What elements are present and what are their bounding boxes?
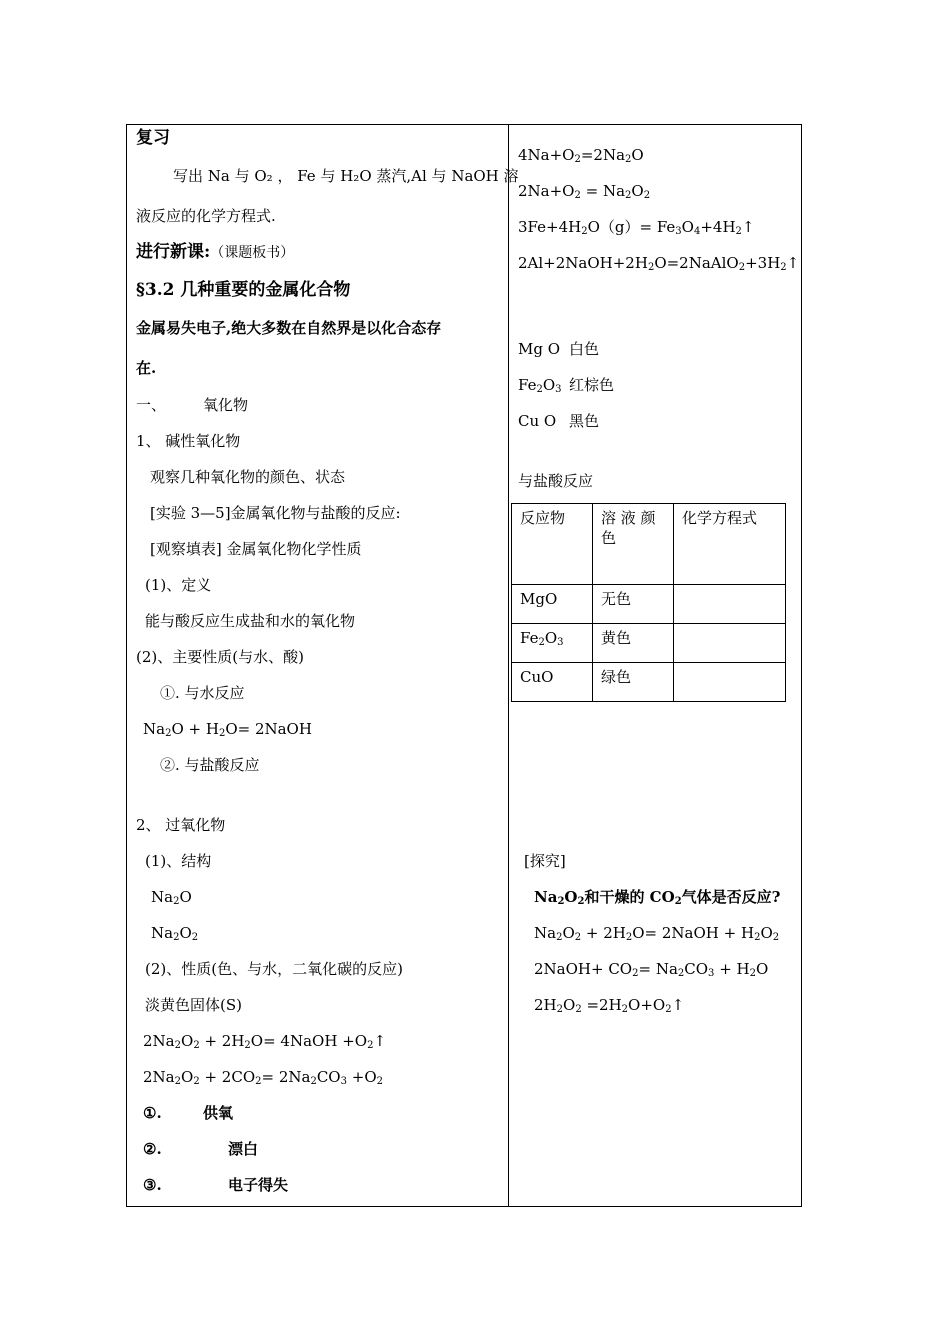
hcl-reaction-title: 与盐酸反应 — [518, 472, 594, 490]
equation-na-o2-na2o: $4Na+O_2=2Na_2O$ — [518, 146, 644, 165]
color-2-formula: $Fe_2O_3$ — [518, 376, 562, 395]
subsection-1: 1、 碱性氧化物 — [136, 432, 241, 450]
experiment-line: [实验 3—5]金属氧化物与盐酸的反应: — [150, 504, 401, 522]
new-lesson-line — [136, 242, 294, 263]
new-lesson-note: （课题板书） — [210, 245, 295, 261]
table-cell: 无色 — [593, 585, 674, 624]
equation-al-naoh: $2Al+2NaOH+2H_2O=2NaAlO_2+3H_2↑$ — [518, 254, 800, 273]
table-cell: CuO — [512, 663, 593, 702]
properties-2-label: (2)、性质(色、与水，二氧化碳的反应) — [145, 960, 403, 978]
color-1: 白色 — [569, 340, 600, 358]
table-row — [512, 624, 786, 663]
table-cell: 绿色 — [593, 663, 674, 702]
table-header-row — [512, 504, 786, 585]
hcl-reaction-table — [511, 503, 786, 702]
use-1: 供氧 — [203, 1104, 234, 1122]
color-3: 黑色 — [569, 412, 600, 430]
review-heading: 复习 — [136, 128, 170, 148]
table-header: 反应物 — [512, 504, 593, 585]
property-water: ①. 与水反应 — [160, 684, 245, 702]
subsection-2: 2、 过氧化物 — [136, 816, 226, 834]
table-row — [512, 585, 786, 624]
structure-na2o2: $Na_2O_2$ — [151, 924, 199, 943]
intro-line-1: 金属易失电子,绝大多数在自然界是以化合态存 — [136, 319, 442, 337]
properties-label: (2)、主要性质(与水、酸) — [136, 648, 304, 666]
table-cell — [674, 663, 786, 702]
table-cell — [674, 585, 786, 624]
table-header: 化学方程式 — [674, 504, 786, 585]
definition-label: (1)、定义 — [145, 576, 212, 594]
review-line-2: 液反应的化学方程式. — [136, 207, 276, 225]
equation-fe-water: $3Fe+4H_2O(g)=$ $Fe_3O_4+4H_2↑$ — [518, 218, 755, 237]
new-lesson-label: 进行新课: — [136, 242, 211, 262]
explore-equation-3: $2H_2O_2$ $=2H_2O+O_2↑$ — [534, 996, 685, 1015]
table-row — [512, 663, 786, 702]
explore-equation-2: 2NaOH+ $CO_2= Na_2CO_3 + H_2O$ — [534, 960, 769, 979]
use-3-number: ③. — [143, 1176, 162, 1194]
color-2: 红棕色 — [569, 376, 615, 394]
section-title: §3.2 几种重要的金属化合物 — [136, 280, 351, 300]
use-1-number: ①. — [143, 1104, 162, 1122]
color-3-formula: Cu O — [518, 412, 557, 430]
explore-equation-1: $Na_2O_2 + 2H_2O=$ 2NaOH + $H_2O_2$ — [534, 924, 780, 943]
column-divider — [508, 124, 509, 1207]
property-hcl: ②. 与盐酸反应 — [160, 756, 260, 774]
explore-question: $Na_2O_2$和干燥的 $CO_2$气体是否反应? — [534, 888, 781, 907]
structure-na2o: $Na_2O$ — [151, 888, 192, 907]
table-cell: 黄色 — [593, 624, 674, 663]
use-2-number: ②. — [143, 1140, 162, 1158]
review-line-1: 写出 Na 与 O₂ ， Fe 与 H₂O 蒸汽,Al 与 NaOH 溶 — [173, 167, 519, 185]
explore-label: [探究] — [524, 852, 566, 870]
fill-table-line: [观察填表] 金属氧化物化学性质 — [150, 540, 362, 558]
table-header: 溶 液 颜色 — [593, 504, 674, 585]
part-1-number: 一、 — [136, 396, 167, 414]
equation-na2o-water: $Na_2O + H_2O=$ 2NaOH — [143, 720, 312, 739]
intro-line-2: 在. — [136, 359, 157, 377]
equation-na2o2-water: $2Na_2O_2 + 2H_2O=$ 4NaOH $+O_2↑$ — [143, 1032, 387, 1051]
table-cell: $Fe_2O_3$ — [512, 624, 593, 663]
part-1-title: 氧化物 — [203, 396, 249, 414]
properties-2-color: 淡黄色固体(S) — [145, 996, 242, 1014]
observe-line: 观察几种氧化物的颜色、状态 — [150, 468, 346, 486]
definition-text: 能与酸反应生成盐和水的氧化物 — [145, 612, 356, 630]
table-cell: MgO — [512, 585, 593, 624]
use-2: 漂白 — [228, 1140, 259, 1158]
table-cell — [674, 624, 786, 663]
equation-na2o2-co2: $2Na_2O_2 + 2CO_2= 2Na_2CO_3 +O_2$ — [143, 1068, 383, 1087]
equation-na-o2-na2o2: $2Na+O_2 = Na_2O_2$ — [518, 182, 651, 201]
color-1-formula: Mg O — [518, 340, 561, 358]
structure-label: (1)、结构 — [145, 852, 212, 870]
use-3: 电子得失 — [228, 1176, 289, 1194]
